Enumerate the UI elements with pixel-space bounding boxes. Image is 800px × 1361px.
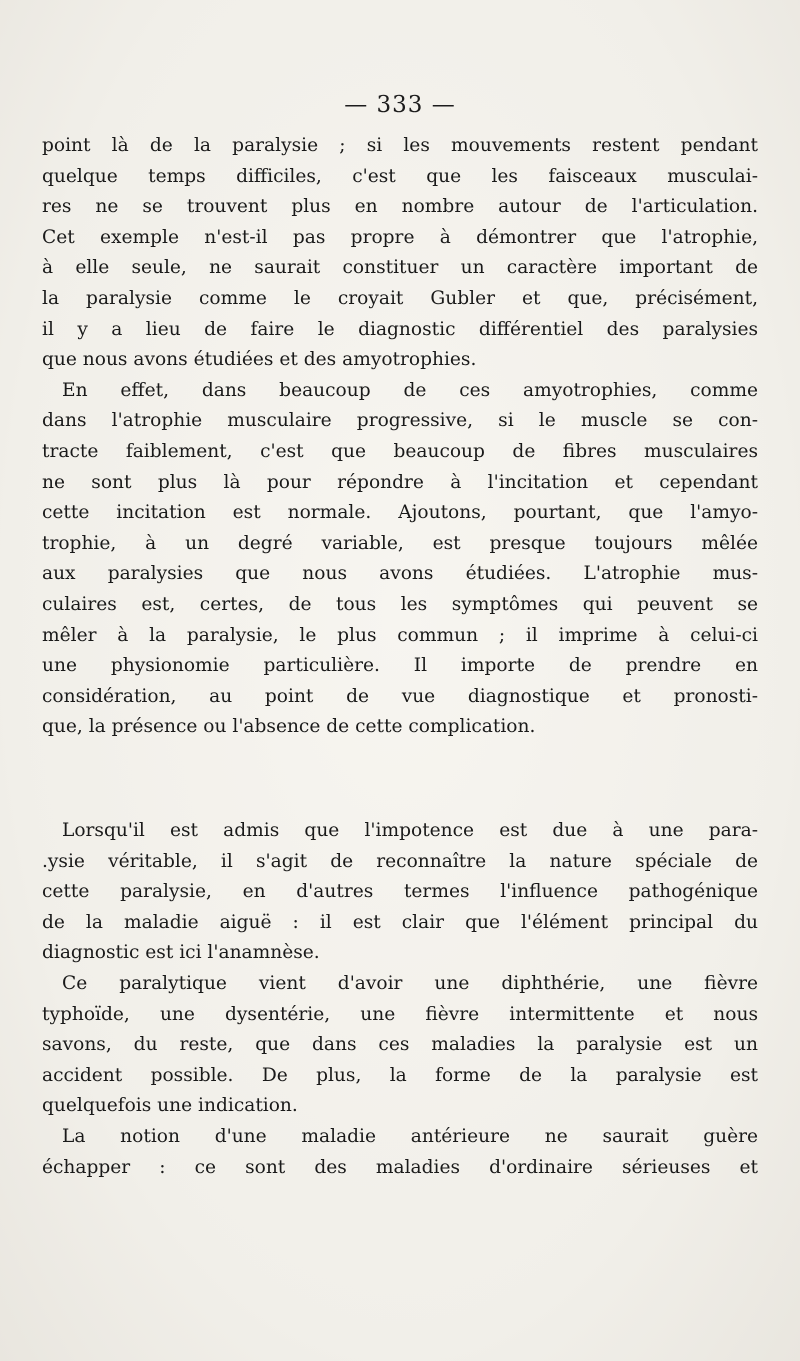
text-line: considération, au point de vue diagnostique et pronosti- bbox=[42, 685, 758, 707]
text-line: point là de la paralysie ; si les mouvements restent pendant bbox=[42, 135, 758, 156]
text-line: Ce paralytique vient d'avoir une diphthérie, une fièvre bbox=[62, 972, 758, 994]
page-number: — 333 — bbox=[344, 92, 456, 118]
text-line: En effet, dans beaucoup de ces amyotrophies, comme bbox=[62, 379, 758, 401]
text-line: échapper : ce sont des maladies d'ordinaire sérieuses et bbox=[42, 1156, 758, 1178]
text-line: diagnostic est ici l'anamnèse. bbox=[42, 942, 320, 964]
text-line: ne sont plus là pour répondre à l'incitation et cependant bbox=[42, 471, 758, 493]
text-line: à elle seule, ne saurait constituer un caractère important de bbox=[42, 257, 758, 279]
text-line: de la maladie aiguë : il est clair que l'élément principal du bbox=[42, 911, 758, 933]
text-line: quelquefois une indication. bbox=[42, 1095, 298, 1117]
text-line: la paralysie comme le croyait Gubler et que, précisément, bbox=[42, 287, 758, 309]
text-line: il y a lieu de faire le diagnostic différentiel des paralysies bbox=[42, 318, 758, 340]
text-line: accident possible. De plus, la forme de la paralysie est bbox=[42, 1064, 758, 1086]
text-line: aux paralysies que nous avons étudiées. L'atrophie mus- bbox=[42, 563, 758, 585]
text-line: mêler à la paralysie, le plus commun ; il imprime à celui-ci bbox=[42, 624, 758, 646]
text-line: Lorsqu'il est admis que l'impotence est due à une para- bbox=[62, 820, 758, 841]
text-line: .ysie véritable, il s'agit de reconnaître la nature spéciale de bbox=[42, 850, 758, 872]
text-line: Cet exemple n'est-il pas propre à démontrer que l'atrophie, bbox=[42, 226, 758, 248]
text-line: culaires est, certes, de tous les symptômes qui peuvent se bbox=[42, 593, 758, 615]
text-line: La notion d'une maladie antérieure ne saurait guère bbox=[62, 1125, 758, 1147]
paragraph-block-2 bbox=[42, 816, 758, 1183]
text-line: une physionomie particulière. Il importe de prendre en bbox=[42, 655, 758, 677]
text-line: typhoïde, une dysentérie, une fièvre intermittente et nous bbox=[42, 1003, 758, 1025]
text-line: cette incitation est normale. Ajoutons, pourtant, que l'amyo- bbox=[42, 502, 758, 524]
text-line: que, la présence ou l'absence de cette complication. bbox=[42, 716, 536, 738]
text-line: quelque temps difficiles, c'est que les faisceaux musculai- bbox=[42, 165, 758, 187]
text-line: tracte faiblement, c'est que beaucoup de fibres musculaires bbox=[42, 440, 758, 462]
text-line: cette paralysie, en d'autres termes l'influence pathogénique bbox=[42, 881, 758, 903]
text-line: res ne se trouvent plus en nombre autour de l'articulation. bbox=[42, 196, 758, 218]
text-line: dans l'atrophie musculaire progressive, si le muscle se con- bbox=[42, 410, 758, 432]
paragraph-block-1 bbox=[42, 131, 758, 743]
text-line: savons, du reste, que dans ces maladies la paralysie est un bbox=[42, 1034, 758, 1056]
text-line: trophie, à un degré variable, est presque toujours mêlée bbox=[42, 532, 758, 554]
text-line: que nous avons étudiées et des amyotrophies. bbox=[42, 349, 477, 371]
